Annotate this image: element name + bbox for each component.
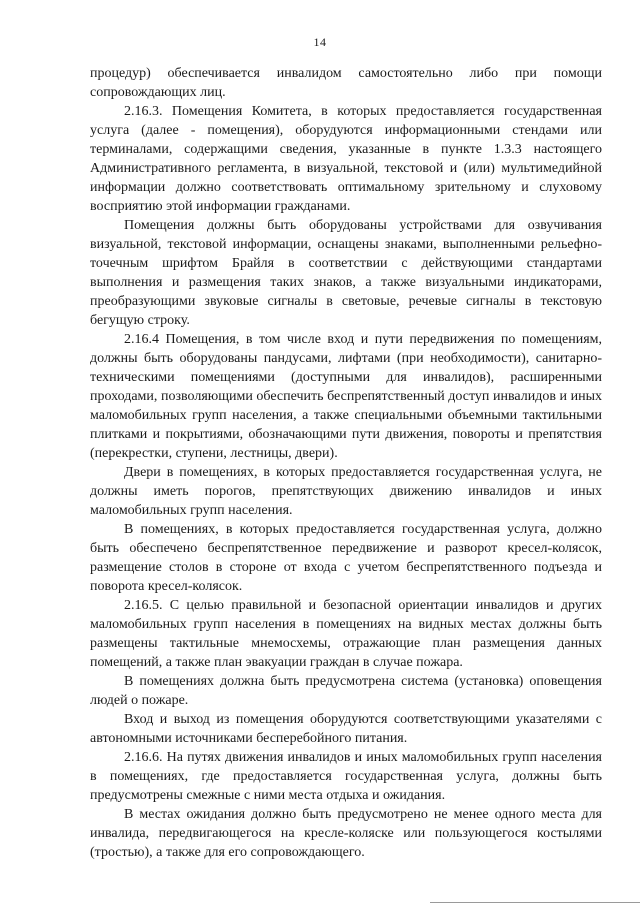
paragraph-braille-equipment: Помещения должны быть оборудованы устройствами для озвучивания визуальной, текстовой информации, оснащены знаками, выполненными рельефно-точечным шрифтом Брайля в соответствии с действующими стандартами выполнения и размещения таких знаков, а также визуальными индикаторами, преобразующими звуковые сигналы в световые, речевые сигналы в текстовую бегущую строку. <box>90 218 602 328</box>
paragraph-waiting-areas: В местах ожидания должно быть предусмотрено не менее одного места для инвалида, передвигающегося на кресле-коляске или пользующегося костылями (тростью), а также для его сопровождающего. <box>90 807 602 860</box>
paragraph-continuation: процедур) обеспечивается инвалидом самостоятельно либо при помощи сопровождающих лиц. <box>90 66 602 100</box>
paragraph-2-16-5: 2.16.5. С целью правильной и безопасной ориентации инвалидов и других маломобильных групп населения в помещениях на видных местах должны быть размещены тактильные мнемосхемы, отражающие план размещения данных помещений, а также план эвакуации граждан в случае пожара. <box>90 598 602 670</box>
scan-edge-line <box>430 902 640 903</box>
page-number: 14 <box>313 35 327 49</box>
paragraph-wheelchair-movement: В помещениях, в которых предоставляется государственная услуга, должно быть обеспечено беспрепятственное передвижение и разворот кресел-колясок, размещение столов в стороне от входа с учетом беспрепятственного подъезда и поворота кресел-колясок. <box>90 522 602 594</box>
paragraph-entrance-exit: Вход и выход из помещения оборудуются соответствующими указателями с автономными источниками бесперебойного питания. <box>90 712 602 746</box>
document-body <box>90 64 602 862</box>
paragraph-doors: Двери в помещениях, в которых предоставляется государственная услуга, не должны иметь порогов, препятствующих движению инвалидов и иных маломобильных групп населения. <box>90 465 602 518</box>
paragraph-fire-alarm: В помещениях должна быть предусмотрена система (установка) оповещения людей о пожаре. <box>90 674 602 708</box>
paragraph-2-16-4: 2.16.4 Помещения, в том числе вход и пути передвижения по помещениям, должны быть оборудованы пандусами, лифтами (при необходимости), санитарно-техническими помещениями (доступными для инвалидов), расширенными проходами, позволяющими обеспечить беспрепятственный доступ инвалидов и иных маломобильных групп населения, а также специальными объемными тактильными плитками и покрытиями, обозначающими пути движения, повороты и препятствия (перекрестки, ступени, лестницы, двери). <box>90 332 602 461</box>
paragraph-2-16-3: 2.16.3. Помещения Комитета, в которых предоставляется государственная услуга (далее - помещения), оборудуются информационными стендами или терминалами, содержащими сведения, указанные в пункте 1.3.3 настоящего Административного регламента, в визуальной, текстовой и (или) мультимедийной информации должно соответствовать оптимальному зрительному и слуховому восприятию этой информации гражданами. <box>90 104 602 214</box>
paragraph-2-16-6: 2.16.6. На путях движения инвалидов и иных маломобильных групп населения в помещениях, где предоставляется государственная услуга, должны быть предусмотрены смежные с ними места отдыха и ожидания. <box>90 750 602 803</box>
